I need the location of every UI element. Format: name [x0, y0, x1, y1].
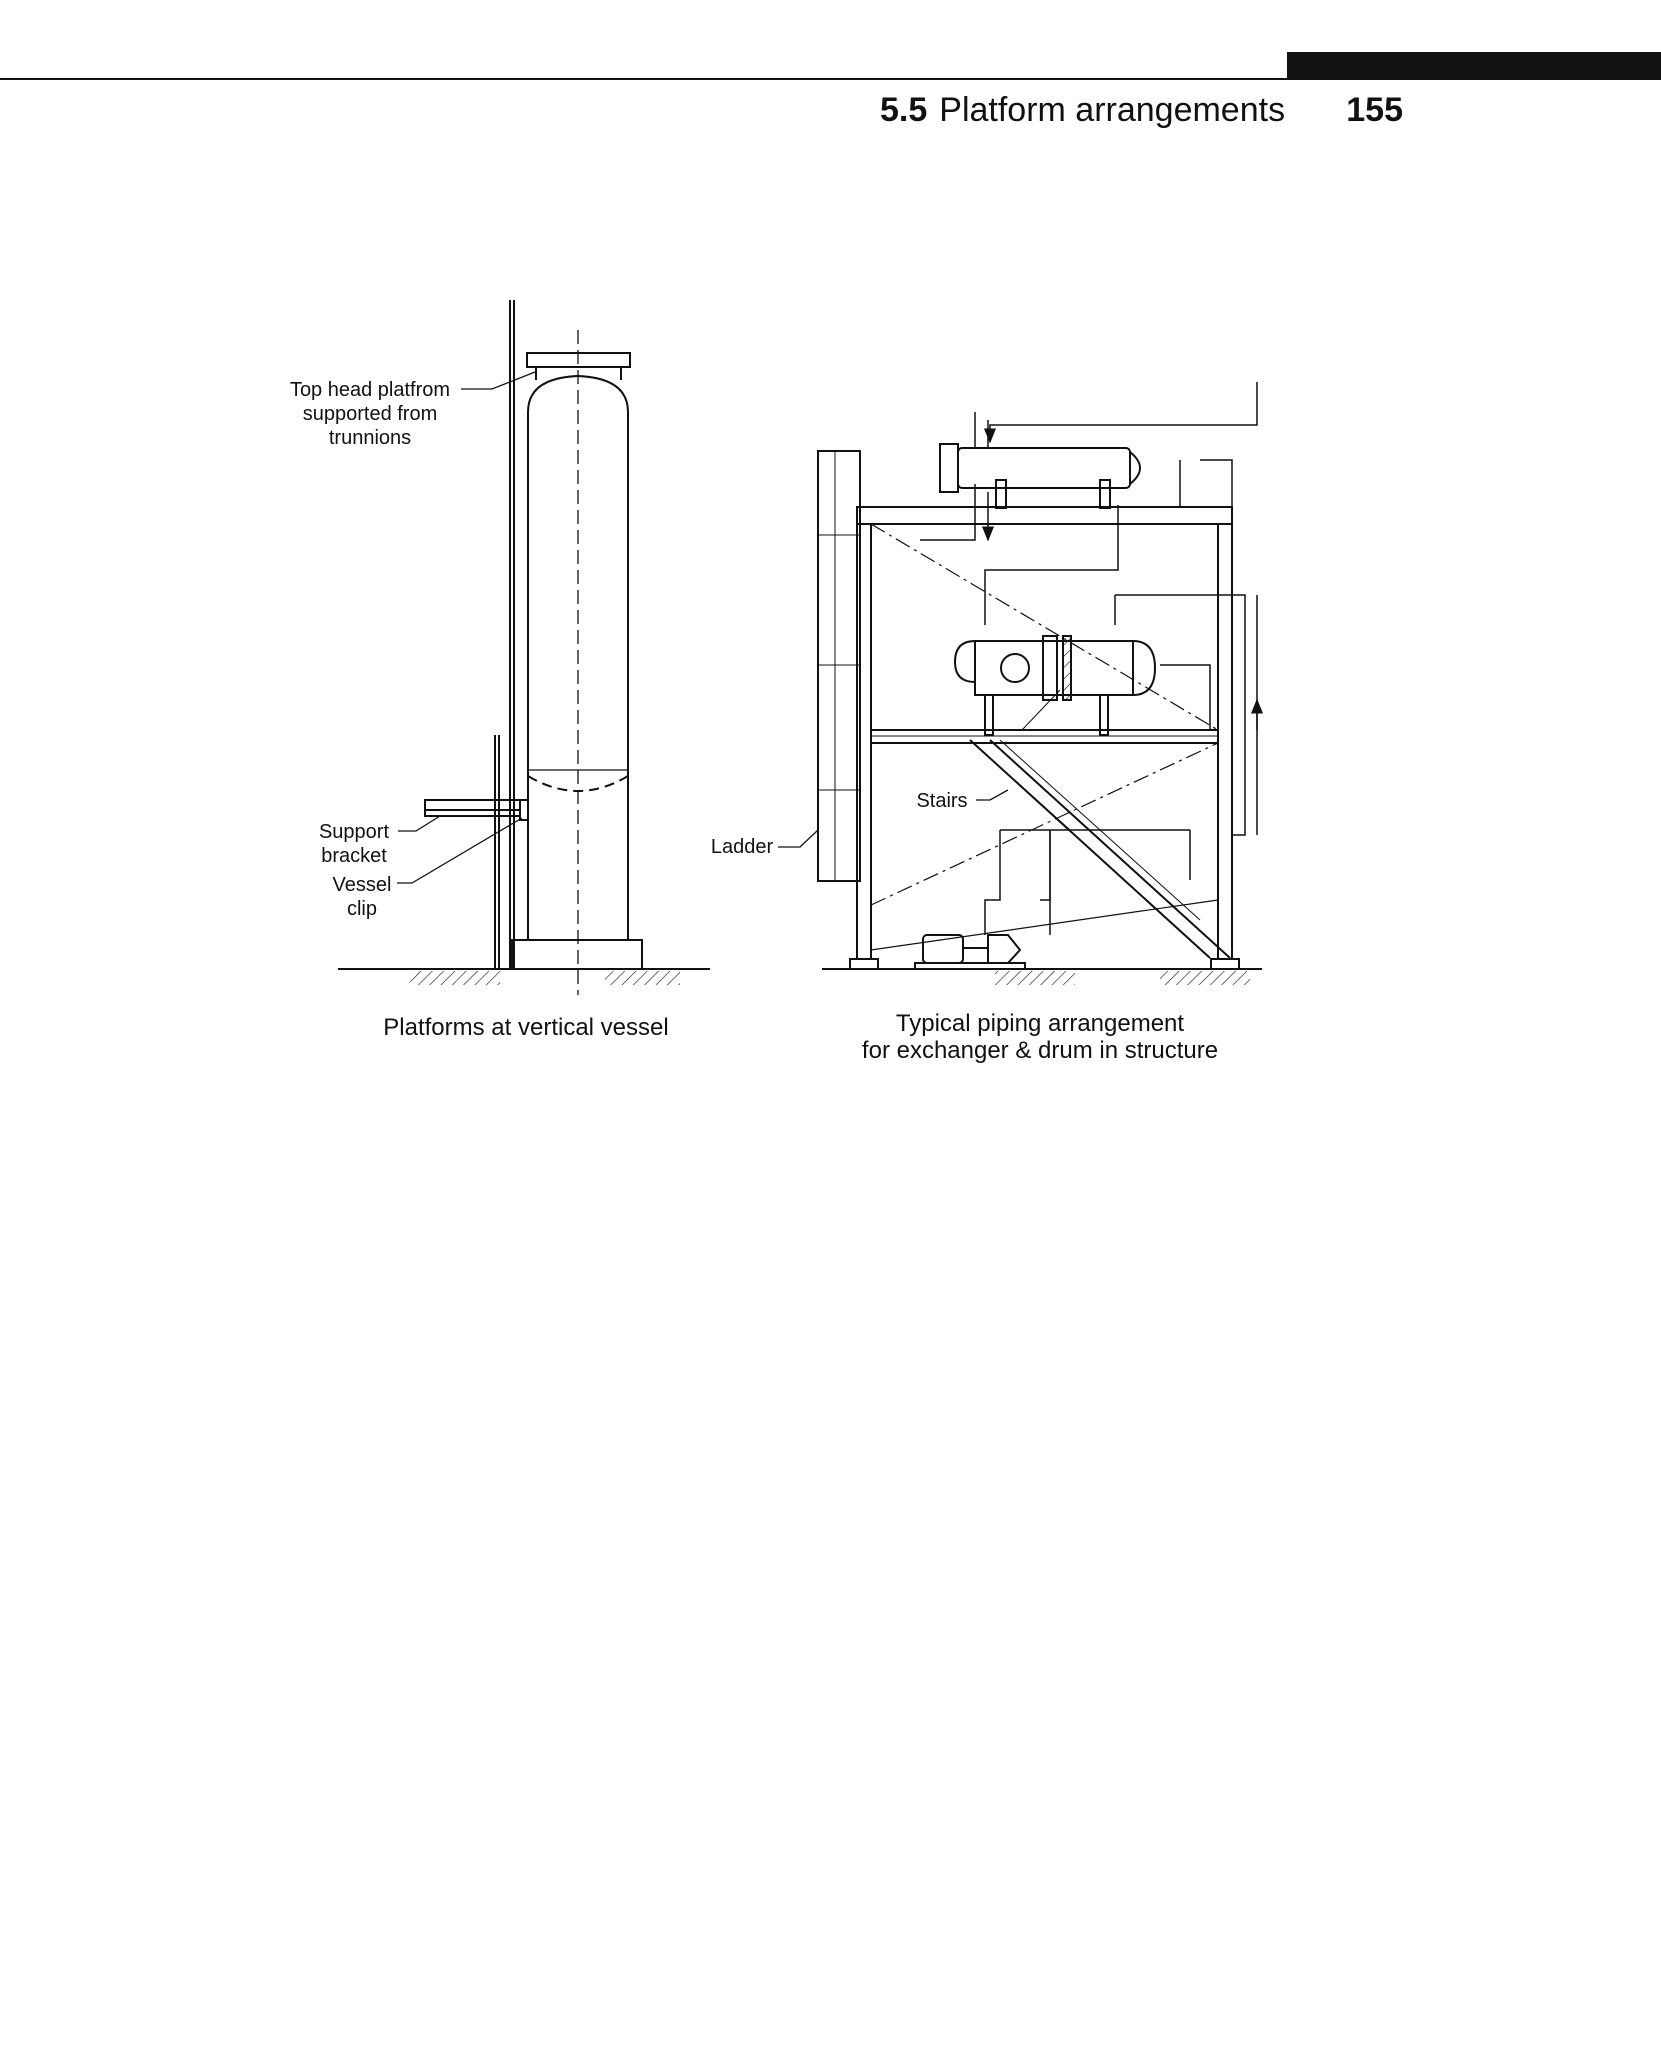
ground-hatch-right-1 [995, 971, 1075, 985]
label-support-2: bracket [321, 845, 387, 867]
label-top-head-2: supported from [302, 403, 438, 425]
caption-right-2: for exchanger & drum in structure [861, 1037, 1219, 1064]
piping [920, 382, 1257, 935]
caption-left: Platforms at vertical vessel [383, 1014, 669, 1041]
ground-hatch-right-2 [1160, 971, 1250, 985]
ladder-cage [818, 451, 860, 881]
label-ladder: Ladder [710, 836, 774, 858]
vessel-clip [520, 800, 528, 820]
top-exchanger [940, 412, 1140, 508]
pump-motor [915, 935, 1025, 969]
drum [955, 636, 1155, 735]
vessel-base [512, 940, 642, 969]
label-support-1: Support [318, 821, 390, 843]
label-stairs: Stairs [916, 790, 968, 812]
leader-top-head [461, 372, 535, 389]
ground-hatch-left-1 [410, 971, 500, 985]
leader-ladder [778, 830, 818, 847]
page-number: 155 [1346, 90, 1403, 129]
leader-stairs [976, 790, 1008, 800]
label-clip-1: Vessel [332, 874, 392, 896]
label-top-head-3: trunnions [328, 427, 412, 449]
section-number: 5.5 [880, 90, 928, 129]
label-top-head-1: Top head platfrom [289, 379, 451, 401]
ground-hatch-left-2 [605, 971, 680, 985]
column-right [1218, 524, 1232, 959]
label-clip-2: clip [346, 898, 378, 920]
leader-clip [397, 818, 522, 883]
structure-drawing [778, 382, 1262, 985]
support-bracket-platform [425, 800, 520, 810]
top-beam [857, 507, 1232, 524]
caption-right-1: Typical piping arrangement [895, 1010, 1185, 1037]
leader-support [398, 816, 440, 831]
section-title: Platform arrangements [939, 90, 1286, 129]
